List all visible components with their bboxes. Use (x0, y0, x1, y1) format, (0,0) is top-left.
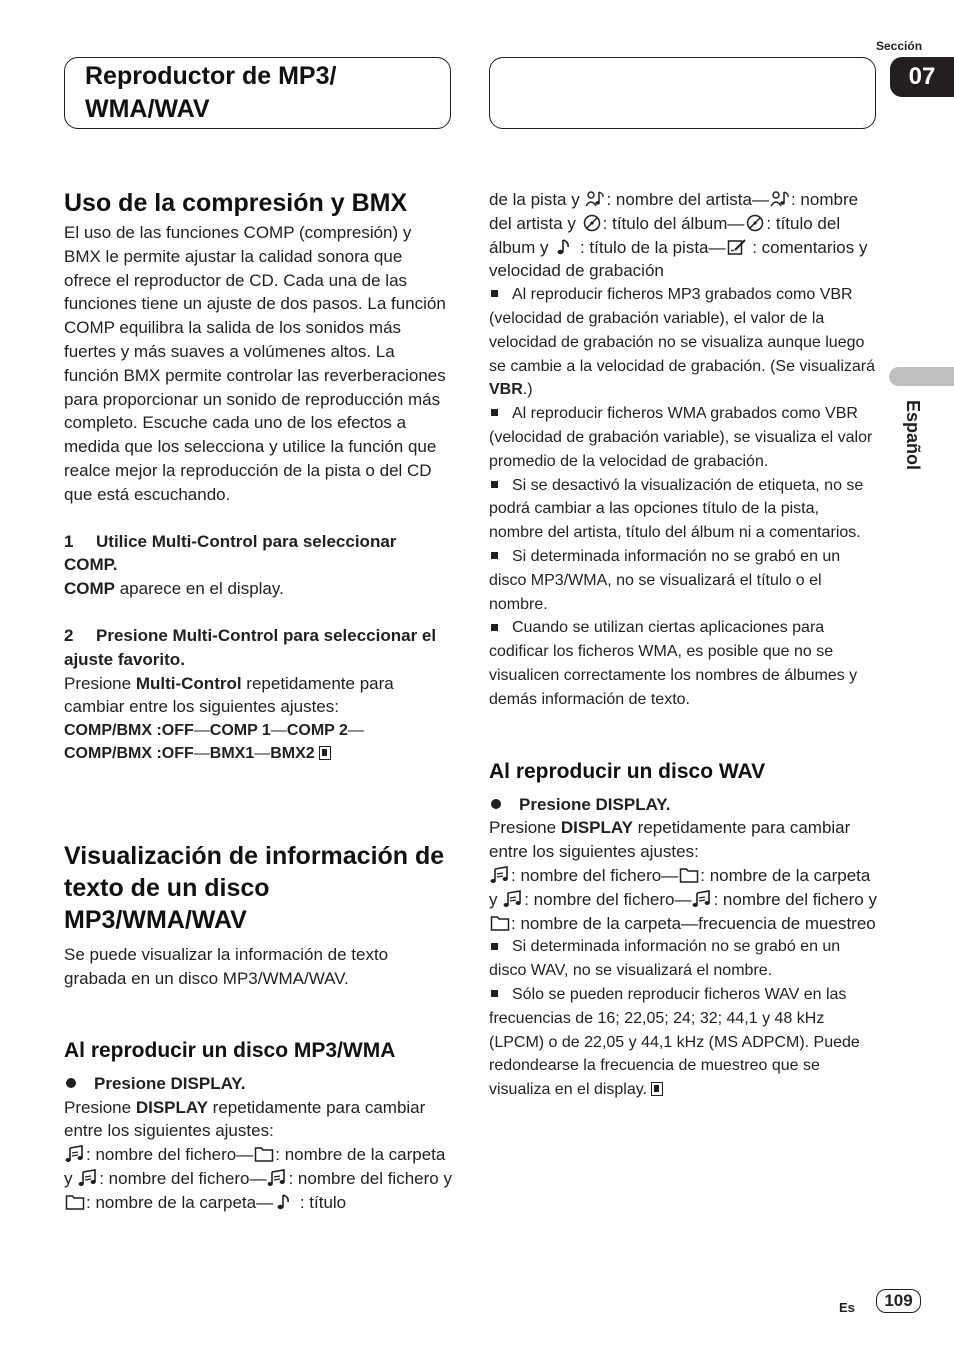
text: Presione (64, 1097, 136, 1117)
disc-icon (582, 214, 602, 232)
text: repetidamente para cambiar entre los siguientes ajustes: (489, 818, 851, 862)
bullet-square-icon (491, 290, 498, 297)
folder-icon (254, 1145, 274, 1163)
step-1-text: aparece en el display. (115, 579, 284, 599)
text: de la pista y (489, 190, 585, 209)
subsection-mp3-wma: Al reproducir un disco MP3/WMA (64, 1038, 396, 1062)
note-text: Si determinada información no se grabó en un disco WAV, no se visualizará el nombre. (489, 938, 841, 980)
display-label: DISPLAY (135, 1097, 208, 1117)
section-title-text-info: Visualización de información de texto de un disco MP3/WMA/WAV (64, 842, 445, 935)
artist-icon (585, 190, 605, 208)
left-column (64, 187, 452, 1215)
bullet-square-icon (491, 990, 498, 997)
dash: — (193, 745, 210, 763)
note-text: Si determinada información no se grabó en un disco MP3/WMA, no se visualizará el título o el nombre. (489, 547, 841, 613)
dash: — (270, 722, 287, 740)
section-title-compression: Uso de la compresión y BMX (64, 189, 408, 217)
music-file-icon (78, 1169, 98, 1187)
right-column (489, 188, 877, 1102)
text: : título de la pista— (575, 237, 726, 257)
folder-icon (65, 1193, 85, 1211)
setting-item: COMP/BMX :OFF (64, 722, 194, 740)
step-2 (64, 624, 452, 672)
music-file-icon (65, 1145, 85, 1163)
wav-display-cycle (489, 816, 877, 935)
text: : nombre del fichero y (713, 889, 877, 909)
end-mark-icon (319, 746, 331, 760)
music-file-icon (267, 1169, 287, 1187)
setting-item: COMP/BMX :OFF (64, 745, 194, 763)
settings-sequence (64, 719, 452, 765)
step-2-text-c: repetidamente para cambiar entre los siguientes ajustes: (64, 673, 394, 717)
text: : nombre de la carpeta—frecuencia de muestreo (511, 913, 876, 933)
text: : título (295, 1192, 347, 1212)
subsection-wav: Al reproducir un disco WAV (489, 759, 766, 783)
step-1 (64, 530, 452, 578)
bullet-square-icon (491, 481, 498, 488)
section-number: 07 (890, 57, 954, 97)
disc-icon (745, 214, 765, 232)
bullet-text: Presione DISPLAY. (519, 794, 671, 814)
text: repetidamente para cambiar entre los siguientes ajustes: (64, 1097, 426, 1141)
step-2-detail (64, 672, 452, 720)
text: : nombre de la carpeta y (489, 865, 871, 909)
note-text: Si se desactivó la visualización de etiqueta, no se podrá cambiar a las opciones título de la pista, nombre del artista, título del álbum ni a comentarios. (489, 476, 864, 542)
music-note-icon (554, 238, 574, 256)
end-mark-icon (651, 1082, 663, 1096)
bullet-press-display (489, 793, 877, 817)
note-text: Cuando se utilizan ciertas aplicaciones para codificar los ficheros WMA, es posible que no se visualicen correctamente los nombres de álbumes y demás información de texto. (489, 619, 858, 708)
dash: — (254, 745, 271, 763)
text: : nombre de la carpeta— (86, 1192, 274, 1212)
header-title: Reproductor de MP3/ WMA/WAV (85, 62, 337, 123)
header-title-box (64, 57, 451, 129)
text: : nombre de la carpeta y (64, 1145, 446, 1188)
text: : nombre del artista y (489, 190, 859, 233)
text: : nombre del fichero y (288, 1168, 452, 1188)
note-item (489, 545, 877, 616)
text: : nombre del fichero— (511, 865, 679, 885)
text-info-intro: Se puede visualizar la información de texto grabada en un disco MP3/WMA/WAV. (64, 945, 389, 988)
music-file-icon (503, 890, 523, 908)
comp-label: COMP (64, 579, 115, 599)
setting-item: COMP 2 (286, 722, 348, 740)
note-item (489, 983, 877, 1102)
bullet-text: Presione DISPLAY. (94, 1073, 246, 1093)
dash: — (347, 722, 364, 740)
note-text: Al reproducir ficheros WMA grabados como VBR (velocidad de grabación variable), se visualiza el valor promedio de la velocidad de grabación. (489, 405, 873, 470)
step-1-detail (64, 577, 452, 601)
note-text: Al reproducir ficheros MP3 grabados como VBR (velocidad de grabación variable), el valor de la velocidad de grabación no se visualiza aunque luego se cambie a la velocidad de grabación. (Se visualizará (489, 286, 875, 375)
text: : nombre del fichero— (99, 1168, 267, 1188)
step-title: Utilice Multi-Control para seleccionar COMP. (64, 531, 397, 575)
text: : título del álbum y (489, 213, 841, 257)
multi-control-label: Multi-Control (135, 673, 242, 693)
footer-language: Es (839, 1300, 855, 1315)
music-file-icon (692, 890, 712, 908)
setting-item: BMX2 (270, 745, 315, 763)
text: : título del álbum— (602, 213, 745, 233)
folder-icon (490, 914, 510, 932)
header-empty-box (489, 57, 876, 129)
section-label: Sección (876, 39, 923, 53)
setting-item: BMX1 (209, 745, 255, 763)
setting-item: COMP 1 (209, 722, 271, 740)
mp3-display-cycle (64, 1096, 452, 1215)
step-number: 1 (64, 531, 74, 551)
step-number: 2 (64, 625, 74, 645)
note-item (489, 474, 877, 545)
text: : nombre del fichero— (86, 1145, 254, 1165)
text: : nombre del artista— (606, 190, 769, 209)
bullet-square-icon (491, 624, 498, 631)
text: Presione (489, 818, 561, 838)
note-item (489, 402, 877, 473)
note-item (489, 283, 877, 402)
comment-icon (727, 238, 747, 256)
mp3-display-cycle-cont (489, 188, 877, 283)
display-label: DISPLAY (560, 818, 633, 838)
bullet-icon (66, 1078, 76, 1088)
bullet-icon (491, 799, 501, 809)
note-text: Sólo se pueden reproducir ficheros WAV en las frecuencias de 16; 22,05; 24; 32; 44,1 y 48 kHz (LPCM) o de 22,05 y 44,1 kHz (MS ADPCM). Puede redondearse la frecuencia de muestreo que se visualiza en el display. (489, 985, 860, 1099)
note-item (489, 616, 877, 711)
artist-icon (770, 190, 790, 208)
music-file-icon (490, 866, 510, 884)
step-title: Presione Multi-Control para seleccionar el ajuste favorito. (64, 625, 437, 669)
note-item (489, 935, 877, 983)
text: .) (522, 381, 533, 399)
folder-icon (679, 866, 699, 884)
step-2-text-a: Presione (64, 673, 136, 693)
side-tab-bar (889, 367, 954, 386)
text: : nombre del fichero— (524, 889, 692, 909)
page-number: 109 (876, 1289, 921, 1313)
bullet-square-icon (491, 943, 498, 950)
compression-intro: El uso de las funciones COMP (compresión) y BMX le permite ajustar la calidad sonora que ofrece el reproductor de CD. Cada una de las funciones tiene un ajuste de dos pasos. La función COMP equilibra la salida de los sonidos más fuertes y más suaves a volúmenes altos. La función BMX permite controlar las reverberaciones para proporcionar un sonido de reproducción más completo. Escuche cada uno de los efectos a medida que los selecciona y utilice la función que realce mejor la reproducción de la pista o del CD que está escuchando. (64, 223, 446, 504)
text: : comentarios y velocidad de grabación (489, 237, 868, 281)
bullet-square-icon (491, 409, 498, 416)
side-tab-language: Español (903, 400, 923, 471)
dash: — (193, 722, 210, 740)
bullet-press-display (64, 1072, 452, 1096)
bullet-square-icon (491, 552, 498, 559)
vbr-label: VBR (489, 381, 523, 399)
music-note-icon (274, 1193, 294, 1211)
